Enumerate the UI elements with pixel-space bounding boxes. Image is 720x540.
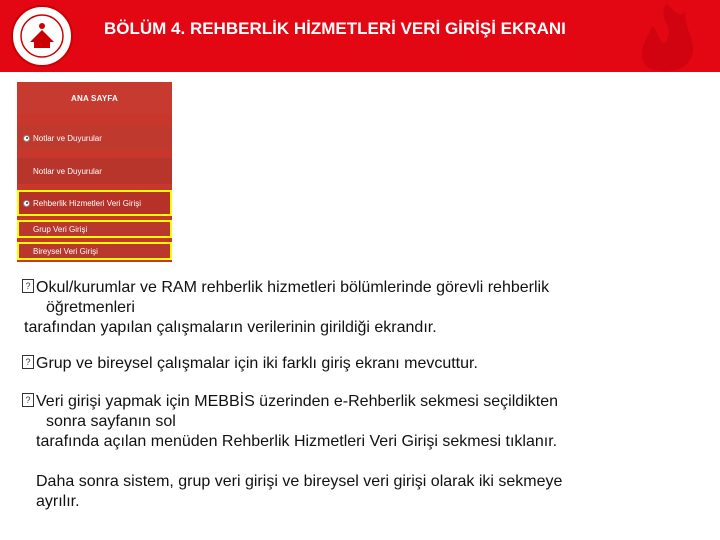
radio-icon xyxy=(23,200,30,207)
radio-icon xyxy=(23,135,30,142)
paragraph-1 xyxy=(24,278,704,338)
menu-item-label: Rehberlik Hizmetleri Veri Girişi xyxy=(33,198,142,208)
menu-item-notes-1[interactable] xyxy=(17,126,172,150)
bullet-icon: ? xyxy=(22,393,34,407)
paragraph-line: Veri girişi yapmak için MEBBİS üzerinden e-Rehberlik sekmesi seçildikten xyxy=(36,393,558,410)
paragraph-line: Grup ve bireysel çalışmalar için iki farklı giriş ekranı mevcuttur. xyxy=(36,355,478,372)
menu-home-label: ANA SAYFA xyxy=(71,93,118,103)
flame-icon xyxy=(616,2,712,72)
paragraph-line: tarafında açılan menüden Rehberlik Hizmetleri Veri Girişi sekmesi tıklanır. xyxy=(36,433,558,450)
menu-item-label: Notlar ve Duyurular xyxy=(33,166,102,176)
menu-item-individual-data-entry[interactable] xyxy=(17,242,172,260)
paragraph-2 xyxy=(24,354,704,374)
paragraph-3 xyxy=(24,392,704,452)
bullet-icon: ? xyxy=(22,355,34,369)
paragraph-line: ayrılır. xyxy=(36,493,80,510)
menu-item-label: Grup Veri Girişi xyxy=(33,224,88,234)
side-menu xyxy=(17,82,172,262)
header-bar xyxy=(0,0,720,72)
menu-item-label: Bireysel Veri Girişi xyxy=(33,246,98,256)
paragraph-line: tarafından yapılan çalışmaların verilerinin girildiği ekrandır. xyxy=(24,319,437,336)
paragraph-line: öğretmenleri xyxy=(46,299,135,316)
menu-item-label: Notlar ve Duyurular xyxy=(33,133,102,143)
meb-seal-icon xyxy=(8,4,76,68)
menu-item-notes-2[interactable] xyxy=(17,158,172,184)
paragraph-line: sonra sayfanın sol xyxy=(46,413,176,430)
paragraph-4 xyxy=(24,472,704,512)
paragraph-line: Okul/kurumlar ve RAM rehberlik hizmetleri bölümlerinde görevli rehberlik xyxy=(36,279,550,296)
page-title: BÖLÜM 4. REHBERLİK HİZMETLERİ VERİ GİRİŞİ EKRANI xyxy=(104,19,566,38)
menu-item-guidance-data-entry[interactable] xyxy=(17,190,172,216)
menu-home[interactable] xyxy=(17,82,172,114)
menu-item-group-data-entry[interactable] xyxy=(17,220,172,238)
body-text xyxy=(24,278,704,512)
paragraph-line: Daha sonra sistem, grup veri girişi ve bireysel veri girişi olarak iki sekmeye xyxy=(36,473,563,490)
bullet-icon: ? xyxy=(22,279,34,293)
